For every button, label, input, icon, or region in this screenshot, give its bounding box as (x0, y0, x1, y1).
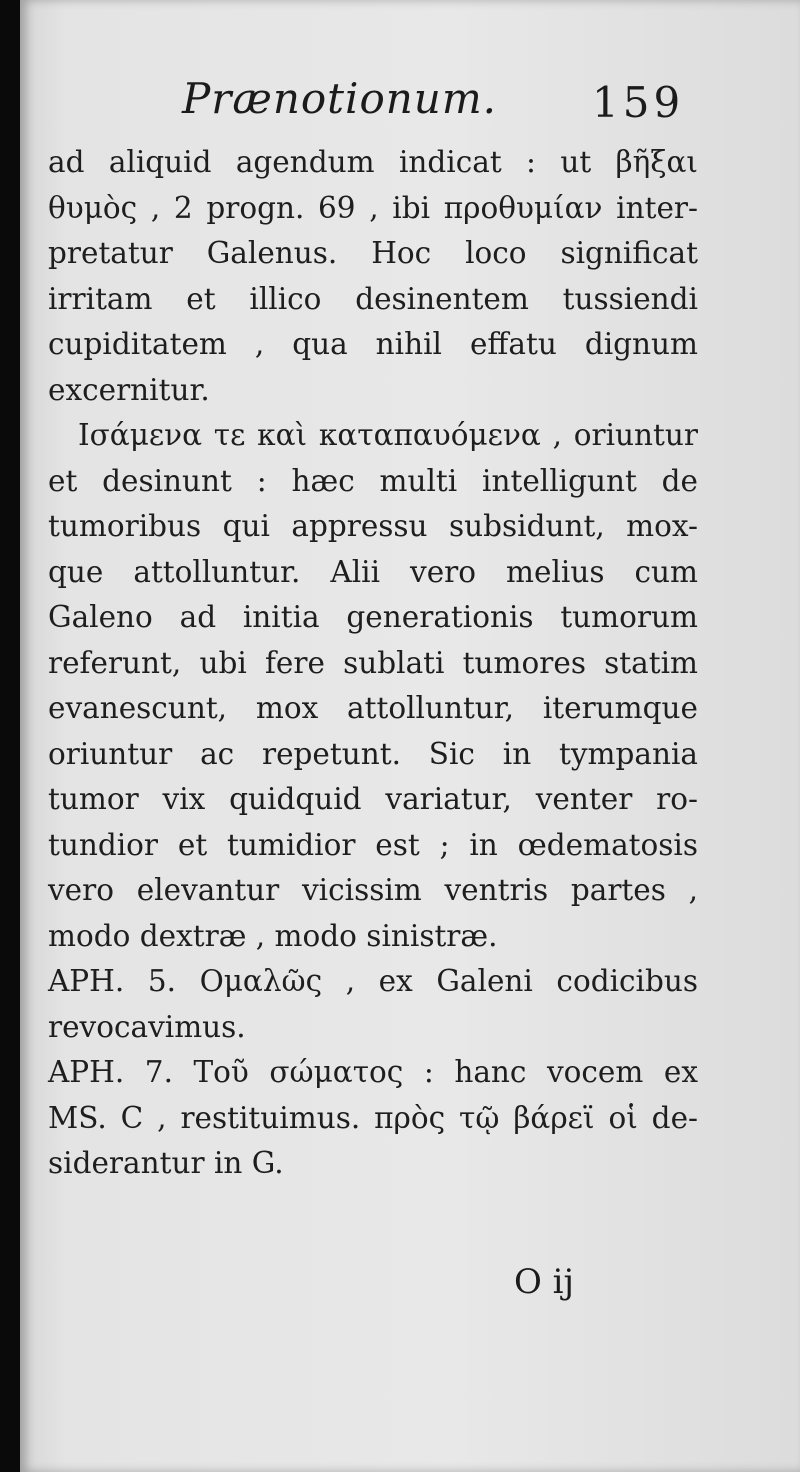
page-number: 159 (592, 78, 685, 127)
text-line: irritam et illico desinentem tussiendi (48, 281, 698, 316)
text-line: tundior et tumidior est ; in œdematosis (48, 827, 698, 862)
text-line: pretatur Galenus. Hoc loco significat (48, 236, 698, 270)
text-line: excernitur. (48, 372, 210, 407)
text-line: MS. C , restituimus. πρὸς τῷ βάρεϊ οἱ de- (48, 1100, 698, 1135)
text-line: referunt, ubi fere sublati tumores statim (48, 645, 698, 680)
text-line: APH. 5. Ομαλῶς , ex Galeni codicibus (48, 964, 698, 998)
text-line: vero elevantur vicissim ventris partes , (48, 873, 698, 907)
text-line: cupiditatem , qua nihil effatu dignum (48, 327, 698, 361)
book-page (20, 0, 800, 1472)
text-line: oriuntur ac repetunt. Sic in tympania (48, 736, 698, 771)
text-line: ad aliquid agendum indicat : ut βῆξαι (48, 145, 698, 179)
page-gutter (0, 0, 20, 1472)
running-title: Prænotionum. (182, 74, 498, 123)
text-line: evanescunt, mox attolluntur, iterumque (48, 691, 698, 725)
text-line: Ισάμενα τε καὶ καταπαυόμενα , oriuntur (78, 418, 698, 452)
text-line: APH. 7. Τοῦ σώματος : hanc vocem ex (48, 1055, 698, 1089)
text-line: siderantur in G. (48, 1146, 284, 1180)
text-line: tumor vix quidquid variatur, venter ro- (48, 782, 698, 816)
text-line: Galeno ad initia generationis tumorum (48, 600, 698, 634)
text-line: tumoribus qui appressu subsidunt, mox- (48, 509, 698, 543)
body-text (48, 140, 698, 1187)
text-line: et desinunt : hæc multi intelligunt de (48, 463, 698, 498)
text-line: θυμὸς , 2 progn. 69 , ibi προθυμίαν inter- (48, 190, 698, 225)
text-line: que attolluntur. Alii vero melius cum (48, 554, 698, 589)
text-line: modo dextræ , modo sinistræ. (48, 918, 498, 953)
page-header (20, 68, 800, 138)
text-line: revocavimus. (48, 1009, 246, 1044)
signature-mark: O ij (514, 1262, 575, 1302)
